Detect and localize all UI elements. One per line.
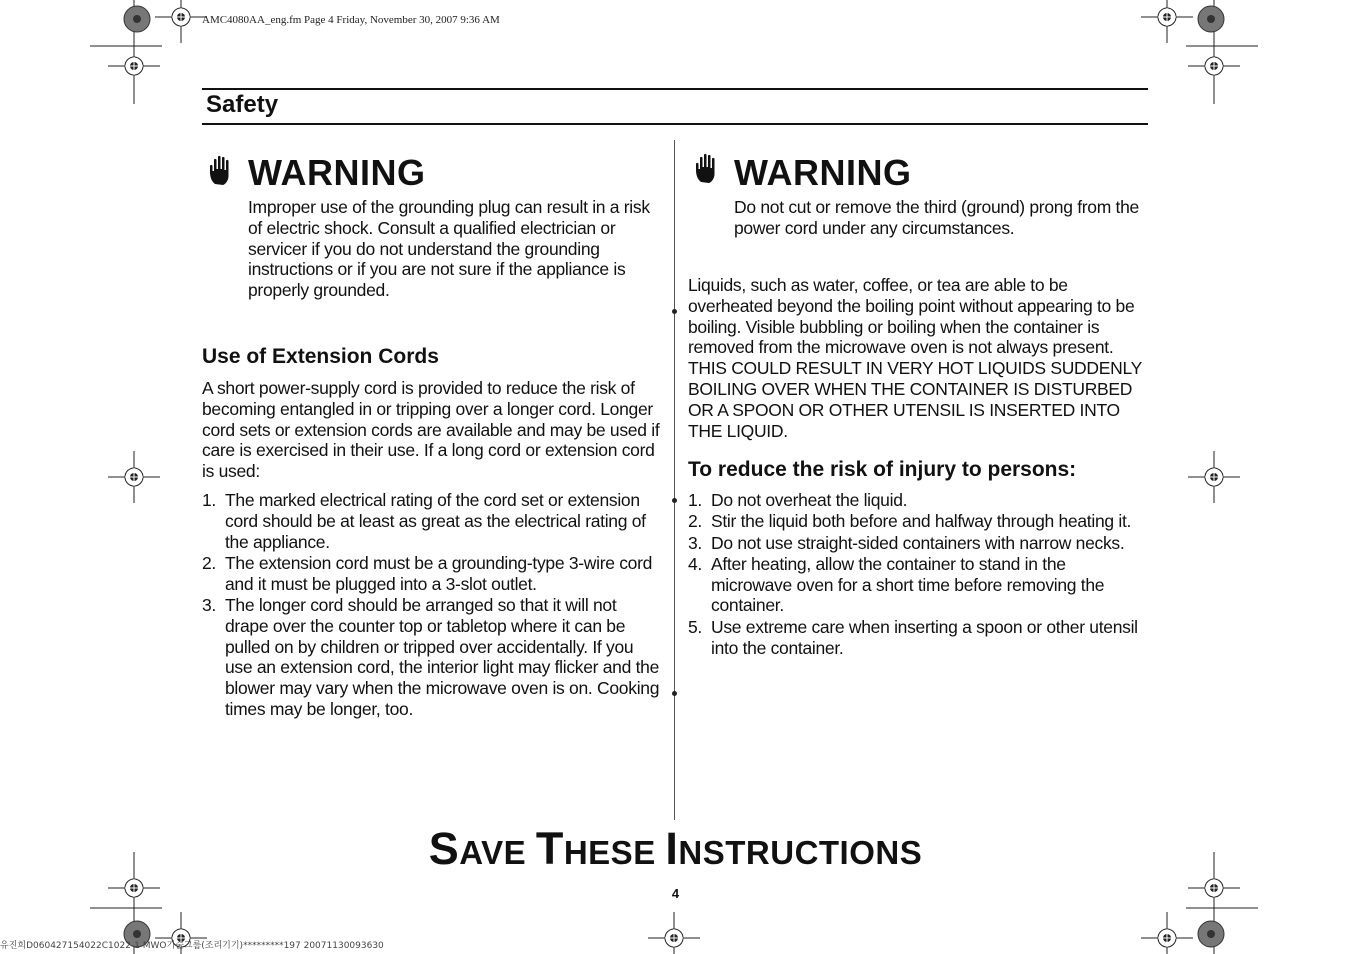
divider-dot — [672, 309, 677, 314]
hand-warning-icon — [207, 154, 235, 188]
list-item: 3. The longer cord should be arranged so that it will not drape over the counter top or tabletop where it can be pulled on by children or tripped over accidentally. If you use an extension cord, the interior light may flicker and the blower may vary when the microwave oven is on. Cooking times may be longer, too. — [202, 594, 660, 719]
list-item: 1. The marked electrical rating of the cord set or extension cord should be at least as great as the electrical rating of the appliance. — [202, 490, 646, 552]
extension-cords-list — [202, 490, 660, 720]
save-instructions-banner: SAVE THESE INSTRUCTIONS — [428, 823, 923, 874]
list-item: 2. Stir the liquid both before and halfway through heating it. — [688, 511, 1132, 532]
divider-dot — [672, 691, 677, 696]
injury-heading: To reduce the risk of injury to persons: — [688, 458, 1077, 481]
right-warning-title: WARNING — [734, 152, 912, 193]
list-item: 1. Do not overheat the liquid. — [688, 490, 908, 510]
list-item: 4. After heating, allow the container to stand in the microwave oven for a short time before removing the container. — [688, 553, 1105, 616]
list-item: 5. Use extreme care when inserting a spoon or other utensil into the container. — [688, 616, 1138, 658]
header-slug: AMC4080AA_eng.fm Page 4 Friday, November 30, 2007 9:36 AM — [202, 14, 500, 26]
left-warning-title: WARNING — [248, 152, 426, 193]
extension-cords-intro: A short power-supply cord is provided to reduce the risk of becoming entangled in or tripping over a longer cord. Longer cord sets or extension cords are available and may be used if care is exercised in their use. If a long cord or extension cord is used: — [202, 378, 660, 482]
page-title: Safety — [206, 91, 279, 118]
divider-dot — [672, 498, 677, 503]
column-divider — [674, 140, 675, 820]
page-number: 4 — [671, 886, 680, 901]
list-item: 3. Do not use straight-sided containers with narrow necks. — [688, 532, 1125, 553]
footer-slug: 유진희D060427154022C1022-1 MWO기술그룹(조리기기)*********197 20071130093630 — [0, 941, 384, 951]
list-item: 2. The extension cord must be a grounding-type 3-wire cord and it must be plugged into a 3-slot outlet. — [202, 552, 653, 594]
header-rule-bottom — [202, 123, 1148, 125]
hand-warning-icon — [693, 152, 721, 186]
right-warning-text: Do not cut or remove the third (ground) prong from the power cord under any circumstances. — [734, 197, 1139, 238]
header-rule-top — [202, 88, 1148, 90]
left-warning-text: Improper use of the grounding plug can result in a risk of electric shock. Consult a qualified electrician or servicer if you do not understand the grounding instructions or if you are not sure if the appliance is properly grounded. — [248, 197, 650, 301]
extension-cords-heading: Use of Extension Cords — [202, 345, 439, 368]
liquids-paragraph: Liquids, such as water, coffee, or tea are able to be overheated beyond the boiling point without appearing to be boiling. Visible bubbling or boiling when the container is removed from the microwave oven is not always present. THIS COULD RESULT IN VERY HOT LIQUIDS SUDDENLY BOILING OVER WHEN THE CONTAINER IS DISTURBED OR A SPOON OR OTHER UTENSIL IS INSERTED INTO THE LIQUID. — [688, 275, 1142, 441]
injury-list — [688, 490, 1146, 659]
